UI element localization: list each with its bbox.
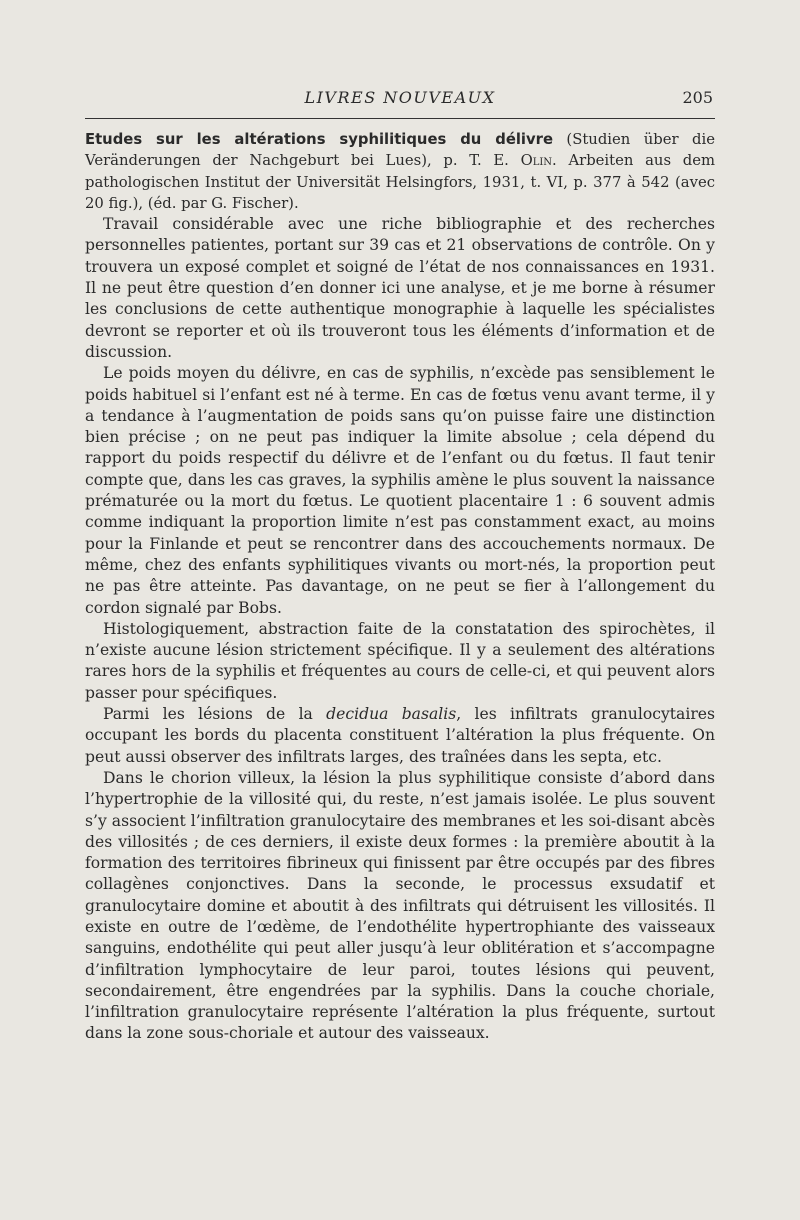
reference-details: (Studien über die Veränderungen der Nachgeburt bei Lues), p. T. E. <box>85 131 716 170</box>
reference-title: Etudes sur les altérations syphilitiques du délivre <box>85 131 553 148</box>
paragraph: Histologiquement, abstraction faite de la constatation des spirochètes, il n’existe aucune lésion strictement spécifique. Il y a seulement des altérations rares hors de la syphilis et fréquentes au cours de celle-ci, et qui peuvent alors passer pour spécifiques. <box>85 619 715 702</box>
reference-publication: . Arbeiten aus dem pathologischen Institut der Universität Helsingfors, 1931, t. VI, p. 377 à 542 (avec 20 fig.), (éd. par G. Fischer). <box>85 152 715 212</box>
header-rule <box>85 118 715 119</box>
reference-author: Olin <box>520 152 553 170</box>
paragraph: Le poids moyen du délivre, en cas de syphilis, n’excède pas sensiblement le poids habituel si l’enfant est né à terme. En cas de fœtus venu avant terme, il y a tendance à l’augmentation de poids sans qu’on puisse faire une distinction bien précise ; on ne peut pas indiquer la limite absolue ; cela dépend du rapport du poids respectif du délivre et de l’enfant ou du fœtus. Il faut tenir compte que, dans les cas graves, la syphilis amène le plus souvent la naissance prématurée ou la mort du fœtus. Le quotient placentaire 1 : 6 souvent admis comme indiquant la proportion limite n’est pas constamment exact, au moins pour la Finlande et peut se rencontrer dans des accouchements normaux. De même, chez des enfants syphilitiques vivants ou mort-nés, la proportion peut ne pas être atteinte. Pas davantage, on ne peut se fier à l’allongement du cordon signalé par Bobs. <box>85 364 715 617</box>
paragraph <box>85 704 715 768</box>
latin-term: decidua basalis <box>326 705 457 724</box>
paragraph-text: , les infiltrats granulocytaires occupant les bords du placenta constituent l’altération la plus fréquente. On peut aussi observer des infiltrats larges, des traînées dans les septa, etc. <box>85 705 716 766</box>
bibliographic-reference <box>85 129 715 214</box>
paragraph-text: Parmi les lésions de la <box>103 705 327 724</box>
article-body <box>85 129 715 1045</box>
page-header <box>85 88 715 112</box>
running-title: LIVRES NOUVEAUX <box>304 88 496 107</box>
paragraph: Dans le chorion villeux, la lésion la plus syphilitique consiste d’abord dans l’hypertrophie de la villosité qui, du reste, n’est jamais isolée. Le plus souvent s’y associent l’infiltration granulocytaire des membranes et les soi-disant abcès des villosités ; de ces derniers, il existe deux formes : la première aboutit à la formation des territoires fibrineux qui finissent par être occupés par des fibres collagènes conjonctives. Dans la seconde, le processus exsudatif et granulocytaire domine et aboutit à des infiltrats qui détruisent les villosités. Il existe en outre de l’œdème, de l’endothélite hypertrophiante des vaisseaux sanguins, endothélite qui peut aller jusqu’à leur oblitération et s’accompagne d’infiltration lymphocytaire de leur paroi, toutes lésions qui peuvent, secondairement, être engendrées par la syphilis. Dans la couche choriale, l’infiltration granulocytaire représente l’altération la plus fréquente, surtout dans la zone sous-choriale et autour des vaisseaux. <box>85 768 715 1043</box>
page-number: 205 <box>682 88 713 107</box>
paragraph: Travail considérable avec une riche bibliographie et des recherches personnelles patientes, portant sur 39 cas et 21 observations de contrôle. On y trouvera un exposé complet et soigné de l’état de nos connaissances en 1931. Il ne peut être question d’en donner ici une analyse, et je me borne à résumer les conclusions de cette authentique monographie à laquelle les spécialistes devront se reporter et où ils trouveront tous les éléments d’information et de discussion. <box>85 215 715 361</box>
